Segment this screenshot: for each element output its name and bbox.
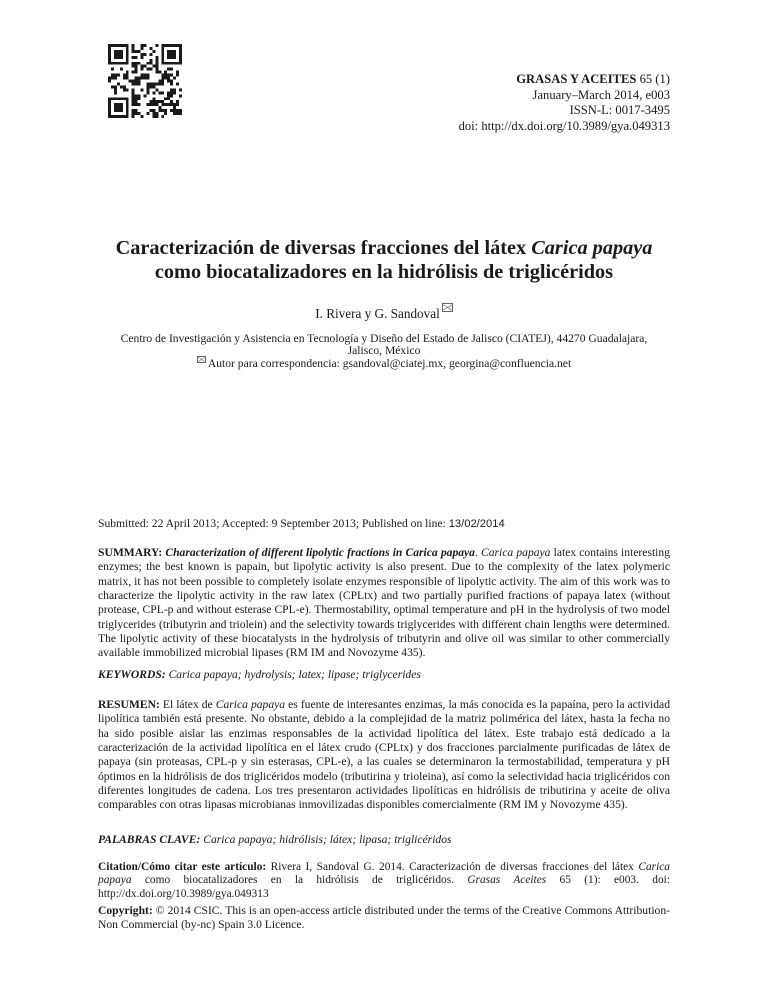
- palabras-label: PALABRAS CLAVE:: [98, 833, 201, 846]
- title-part2: como biocatalizadores en la hidrólisis de triglicéridos: [154, 261, 614, 283]
- journal-name: GRASAS Y ACEITES: [516, 72, 637, 86]
- summary-title: Characterization of different lipolytic fractions in Carica papaya: [165, 546, 475, 559]
- citation-label: Citation/Cómo citar este artículo:: [98, 861, 267, 873]
- palabras-clave: [98, 833, 670, 847]
- journal-info: [459, 72, 670, 134]
- affiliation: [106, 333, 662, 370]
- citation-text-a: Rivera I, Sandoval G. 2014. Caracterización de diversas fracciones del látex: [266, 861, 639, 873]
- dates-text: Submitted: 22 April 2013; Accepted: 9 September 2013; Published on line:: [98, 517, 449, 530]
- journal-issue: January–March 2014, e003: [532, 87, 670, 102]
- summary: SUMMARY: Characterization of different lipolytic fractions in Carica papaya. Carica papaya latex contains interesting enzymes; the best known is papain, but lipolytic activity is also present. Due to the complexity of the latex polymeric matrix, it has not been possible to completely isolate enzymes responsible of lipolytic activity. The aim of this work was to characterize the lipolytic activity in the raw latex (CPLtx) and two partially purified fractions of papaya latex (without protease, CPL-p and without esterase CPL-e). Thermostability, optimal temperature and pH in the hydrolysis of two model triglycerides (tributyrin and triolein) and the selectivity towards triglycerides with different chain lengths were determined. The lipolytic activity of these biocatalysts in the hydrolysis of tributyrin and olive oil was similar to other commercially available immobilized microbial lipases (RM IM and Novozyme 435).: [98, 546, 670, 660]
- copyright-text: © 2014 CSIC. This is an open-access article distributed under the terms of the Creative Commons Attribution-Non Commercial (by-nc) Spain 3.0 Licence.: [98, 904, 670, 931]
- journal-doi[interactable]: doi: http://dx.doi.org/10.3989/gya.049313: [458, 118, 670, 133]
- resumen-text-a: El látex de: [162, 698, 216, 711]
- summary-text: latex contains interesting enzymes; the best known is papain, but lipolytic activity is also present. Due to the complexity of the latex polymeric matrix, it has not been possible to completely isolate enzymes responsible of lipolytic activity. The aim of this work was to characterize the lipolytic activity in the raw latex (CPLtx) and two partially purified fractions of papaya latex (without protease, CPL-p and without esterase CPL-e). Thermostability, optimal temperature and pH in the hydrolysis of two model triglycerides (tributyrin and triolein) and the selectivity towards triglycerides with different chain lengths were determined. The lipolytic activity of these biocatalysts in the hydrolysis of tributyrin and olive oil was similar to other commercially available immobilized microbial lipases (RM IM and Novozyme 435).: [98, 546, 670, 660]
- resumen-text-b: es fuente de interesantes enzimas, la más conocida es la papaína, pero la actividad lipolítica también está presente. No obstante, debido a la complejidad de la matriz polimérica del látex, hasta la fecha no ha sido posible aislar las enzimas responsables de la actividad lipolítica del látex. Este trabajo está dedicado a la caracterización de la actividad lipolítica en el látex crudo (CPLtx) y dos fracciones parcialmente purificadas de látex de papaya (sin proteasas, CPL-p y sin esterasas, CPL-e), a las cuales se determinaron la termostabilidad, temperatura y pH óptimos en la hidrólisis de dos triglicéridos modelo (tributirina y trioleina), así como la selectividad hacia triglicéridos con diferentes longitudes de cadena. Los tres presentaron actividades lipolíticas en hidrólisis de tributirina y aceite de oliva comparables con otras lipasas microbianas inmovilizadas disponibles comercialmente (RM IM y Novozyme 435).: [98, 698, 670, 812]
- envelope-icon: [442, 303, 453, 312]
- qr-code: [108, 44, 182, 118]
- submission-dates: [98, 517, 505, 530]
- copyright-label: Copyright:: [98, 904, 153, 917]
- keywords-text: Carica papaya; hydrolysis; latex; lipase; triglycerides: [168, 668, 421, 681]
- correspondence[interactable]: Autor para correspondencia: gsandoval@ciatej.mx, georgina@confluencia.net: [207, 356, 572, 370]
- resumen-species: Carica papaya: [215, 698, 286, 711]
- citation-text-b: como biocatalizadores en la hidrólisis de triglicéridos.: [131, 874, 468, 887]
- resumen: [98, 698, 670, 813]
- citation-text-c[interactable]: 65 (1): e003. doi: http://dx.doi.org/10.3989/gya.049313: [98, 874, 670, 900]
- journal-issn: ISSN-L: 0017-3495: [569, 103, 670, 118]
- palabras-text: Carica papaya; hidrólisis; látex; lipasa; triglicéridos: [203, 833, 452, 846]
- affiliation-line1: Centro de Investigación y Asistencia en Tecnología y Diseño del Estado de Jalisco (CIATEJ), 44270 Guadalajara,: [120, 332, 648, 345]
- resumen-label: RESUMEN:: [98, 698, 160, 711]
- journal-volume: 65 (1): [639, 72, 670, 86]
- author-names: I. Rivera y G. Sandoval: [315, 306, 440, 321]
- authors: [60, 306, 708, 322]
- keywords: [98, 668, 670, 682]
- summary-species: Carica papaya: [481, 546, 551, 559]
- citation-journal: Grasas Aceites: [467, 874, 547, 887]
- article-title: [60, 236, 708, 284]
- affiliation-line2: Jalisco, México: [347, 344, 421, 358]
- envelope-icon: [197, 356, 206, 363]
- citation: [98, 861, 670, 901]
- title-part1: Caracterización de diversas fracciones del látex: [115, 237, 532, 259]
- published-date: 13/02/2014: [448, 518, 505, 530]
- citation-species: Carica papaya: [98, 861, 670, 887]
- title-species: Carica papaya: [531, 237, 653, 259]
- summary-label: SUMMARY:: [98, 546, 163, 559]
- copyright: [98, 904, 670, 931]
- keywords-label: KEYWORDS:: [98, 668, 166, 681]
